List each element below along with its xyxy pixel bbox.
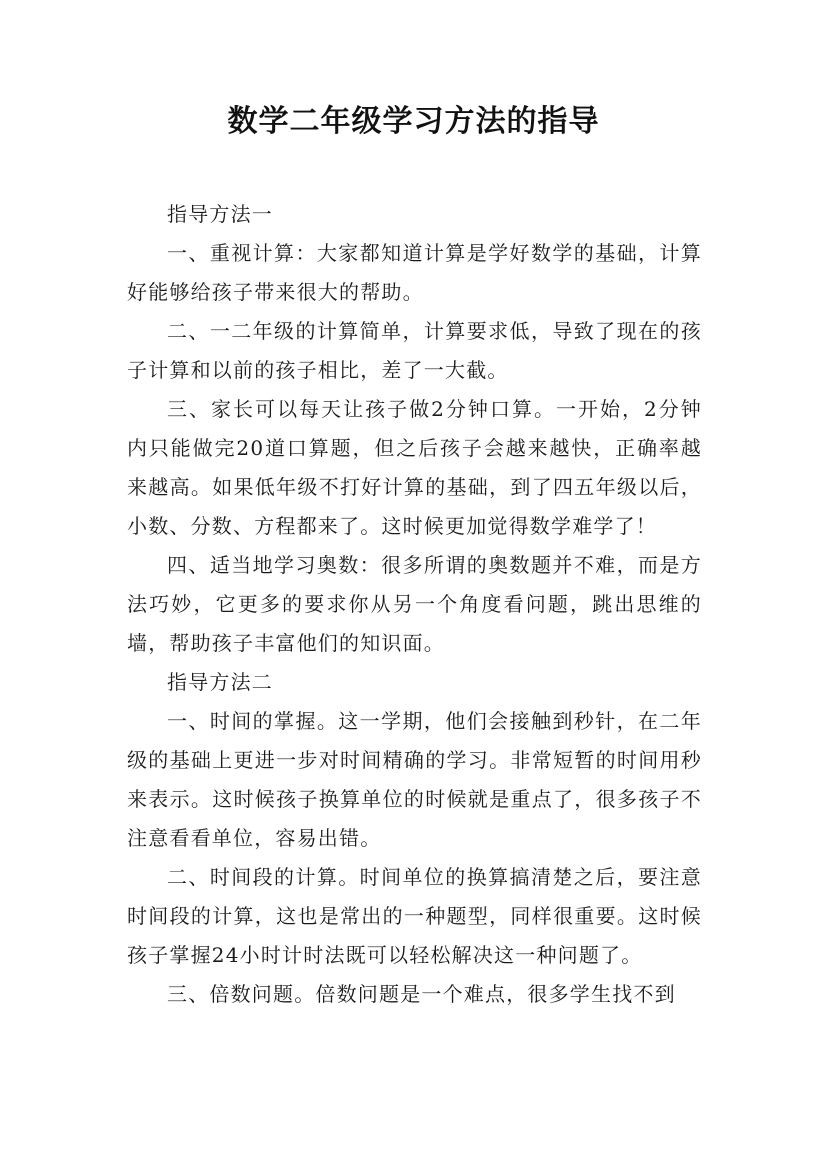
document-title: 数学二年级学习方法的指导 xyxy=(227,104,600,139)
document-body xyxy=(127,195,702,1014)
paragraph: 三、家长可以每天让孩子做2分钟口算。一开始，2分钟内只能做完20道口算题，但之后孩子会越来越快，正确率越来越高。如果低年级不打好计算的基础，到了四五年级以后，小数、分数、方程都来了。这时候更加觉得数学难学了！ xyxy=(127,397,702,538)
section-heading-1: 指导方法一 xyxy=(167,202,273,226)
paragraph: 二、一二年级的计算简单，计算要求低，导致了现在的孩子计算和以前的孩子相比，差了一大截。 xyxy=(127,319,702,382)
paragraph: 二、时间段的计算。时间单位的换算搞清楚之后，要注意时间段的计算，这也是常出的一种题型，同样很重要。这时候孩子掌握24小时计时法既可以轻松解决这一种问题了。 xyxy=(127,865,702,967)
paragraph: 一、重视计算：大家都知道计算是学好数学的基础，计算好能够给孩子带来很大的帮助。 xyxy=(127,241,702,304)
paragraph: 三、倍数问题。倍数问题是一个难点，很多学生找不到 xyxy=(167,982,676,1006)
paragraph: 四、适当地学习奥数：很多所谓的奥数题并不难，而是方法巧妙，它更多的要求你从另一个角度看问题，跳出思维的墙，帮助孩子丰富他们的知识面。 xyxy=(127,553,702,655)
paragraph: 一、时间的掌握。这一学期，他们会接触到秒针，在二年级的基础上更进一步对时间精确的学习。非常短暂的时间用秒来表示。这时候孩子换算单位的时候就是重点了，很多孩子不注意看看单位，容易出错。 xyxy=(127,709,702,850)
section-heading-2: 指导方法二 xyxy=(167,670,273,694)
